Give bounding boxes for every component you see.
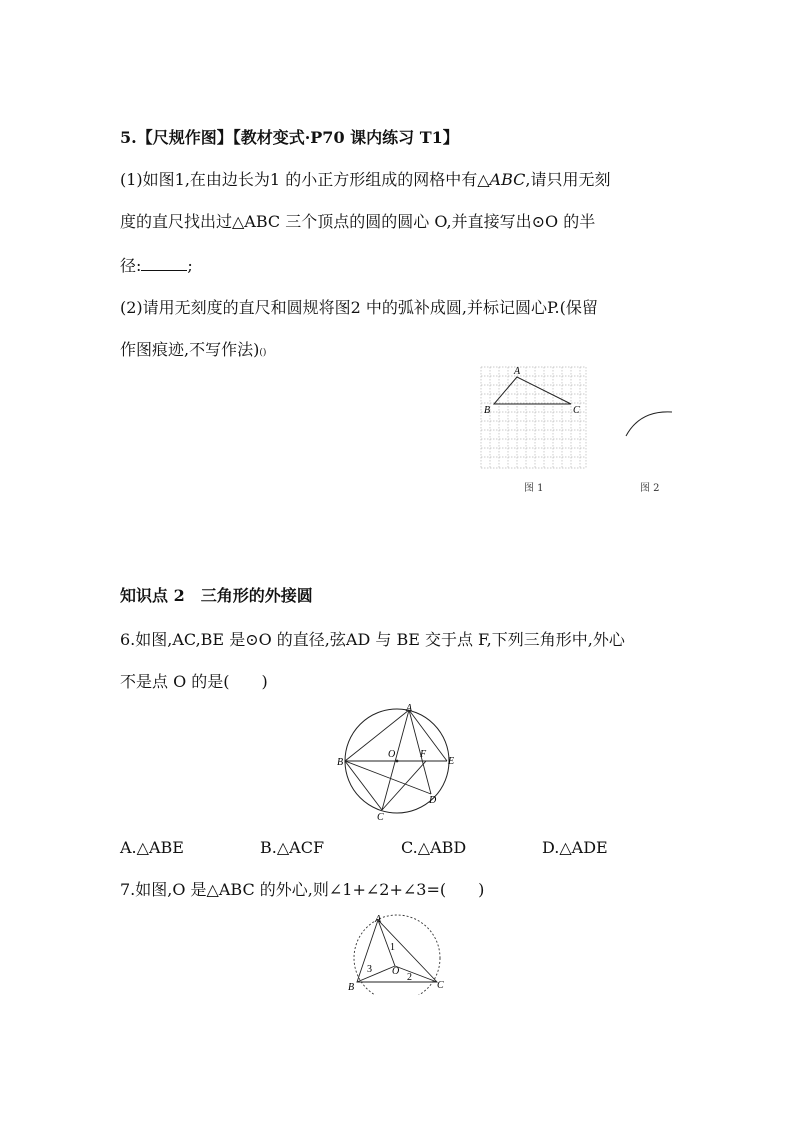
angle-1-label: 1 (390, 942, 395, 953)
label-b: B (337, 757, 344, 768)
triangle-abc (494, 377, 571, 404)
label-a: A (406, 703, 413, 714)
label-b: B (348, 982, 355, 993)
q6-option-a[interactable]: A.△ABE (120, 838, 184, 857)
figure-1-caption: 图 1 (524, 483, 544, 494)
circumcircle (354, 915, 440, 995)
q5-part2-line2-a: 作图痕迹,不写作法) (120, 340, 260, 359)
q6-option-b[interactable]: B.△ACF (260, 838, 325, 857)
label-c: C (377, 812, 384, 822)
label-a: A (375, 914, 382, 925)
q5-part1-triangle: △ABC (477, 170, 526, 189)
q6-option-d[interactable]: D.△ADE (542, 838, 608, 857)
q5-part1-line2: 度的直尺找出过△ABC 三个顶点的圆的圆心 O,并直接写出⊙O 的半 (120, 212, 596, 231)
q5-part2-paren: () (259, 348, 267, 358)
label-o: O (392, 966, 400, 977)
label-o: O (388, 749, 396, 760)
arc (626, 412, 672, 436)
label-d: D (429, 795, 437, 806)
q5-part2-line1: (2)请用无刻度的直尺和圆规将图2 中的弧补成圆,并标记圆心P.(保留 (120, 298, 598, 317)
label-e: E (448, 756, 455, 767)
label-a: A (514, 366, 521, 377)
q7-line1: 7.如图,O 是△ABC 的外心,则∠1+∠2+∠3=( ) (120, 880, 485, 899)
section-title: 知识点 2 三角形的外接圆 (120, 586, 313, 605)
q5-part1-line1 (120, 170, 610, 190)
q5-part1-line3-b: ; (187, 256, 193, 275)
label-f: F (420, 749, 427, 760)
figure-2-caption: 图 2 (640, 483, 660, 494)
answer-blank[interactable] (141, 256, 187, 271)
label-c: C (573, 405, 580, 416)
figure-2-arc (620, 404, 680, 444)
angle-2-label: 2 (407, 972, 412, 983)
q6-circle-figure (335, 700, 460, 822)
q5-part1-line1-b: ,请只用无刻 (525, 170, 611, 189)
q5-title: 5.【尺规作图】【教材变式·P70 课内练习 T1】 (120, 128, 459, 147)
q6-option-c[interactable]: C.△ABD (401, 838, 467, 857)
q5-part1-line3 (120, 256, 193, 276)
angle-3-label: 3 (367, 964, 372, 975)
center-dot (396, 760, 399, 763)
q6-line2: 不是点 O 的是( ) (120, 672, 268, 691)
label-c: C (437, 980, 444, 991)
q6-line1: 6.如图,AC,BE 是⊙O 的直径,弦AD 与 BE 交于点 F,下列三角形中,外心 (120, 630, 625, 649)
q5-part2-line2 (120, 340, 266, 363)
figure-1-grid (470, 360, 600, 475)
q5-part1-line3-a: 径: (120, 256, 142, 275)
q5-part1-line1-a: (1)如图1,在由边长为1 的小正方形组成的网格中有 (120, 170, 478, 189)
q7-circle-figure (345, 910, 450, 995)
label-b: B (484, 405, 491, 416)
grid-lines (481, 367, 586, 468)
